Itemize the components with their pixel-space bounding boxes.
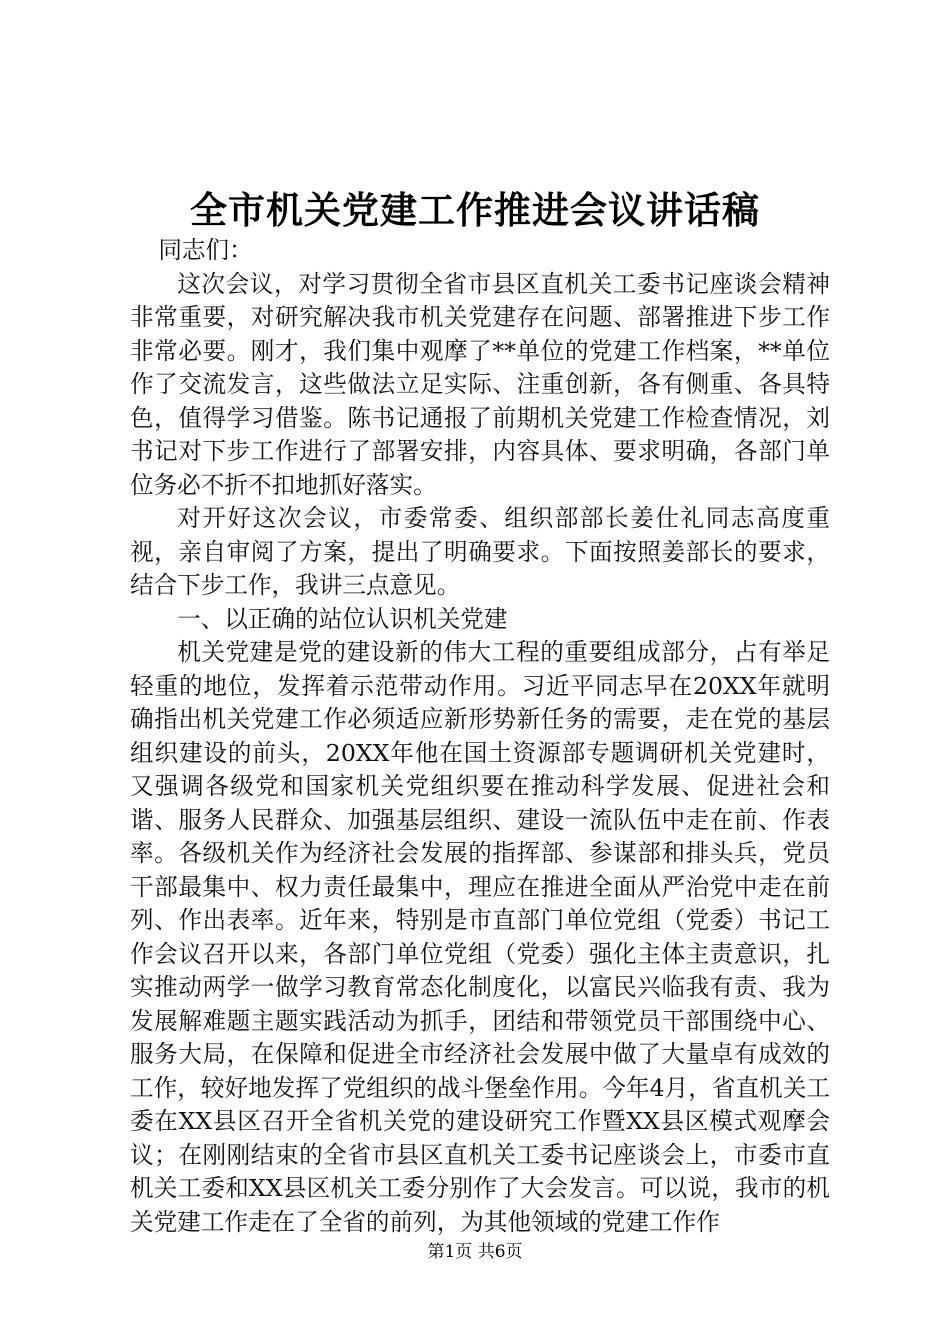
section-heading: 一、以正确的站位认识机关党建	[177, 604, 508, 633]
paragraph-2: 对开好这次会议，市委常委、组织部部长姜仕礼同志高度重视，亲自审阅了方案，提出了明确要求。下面按照姜部长的要求，结合下步工作，我讲三点意见。	[130, 504, 830, 599]
document-body	[130, 234, 830, 1239]
document-title: 全市机关党建工作推进会议讲话稿	[190, 188, 760, 232]
page-footer: 第1页 共6页	[427, 1242, 523, 1262]
greeting: 同志们：	[158, 236, 253, 264]
section-paragraph: 机关党建是党的建设新的伟大工程的重要组成部分，占有举足轻重的地位，发挥着示范带动作用。习近平同志早在20XX年就明确指出机关党建工作必须适应新形势新任务的需要，走在党的基层组织建设的前头，20XX年他在国土资源部专题调研机关党建时，又强调各级党和国家机关党组织要在推动科学发展、促进社会和谐、服务人民群众、加强基层组织、建设一流队伍中走在前、作表率。各级机关作为经济社会发展的指挥部、参谋部和排头兵，党员干部最集中、权力责任最集中，理应在推进全面从严治党中走在前列、作出表率。近年来，特别是市直部门单位党组（党委）书记工作会议召开以来，各部门单位党组（党委）强化主体主责意识，扎实推动两学一做学习教育常态化制度化，以富民兴临我有责、我为发展解难题主题实践活动为抓手，团结和带领党员干部围绕中心、服务大局，在保障和促进全市经济社会发展中做了大量卓有成效的工作，较好地发挥了党组织的战斗堡垒作用。今年4月，省直机关工委在XX县区召开全省机关党的建设研究工作暨XX县区模式观摩会议；在刚刚结束的全省市县区直机关工委书记座谈会上，市委市直机关工委和XX县区机关工委分别作了大会发言。可以说，我市的机关党建工作走在了全省的前列，为其他领域的党建工作作	[130, 638, 830, 1236]
paragraph-1: 这次会议，对学习贯彻全省市县区直机关工委书记座谈会精神非常重要，对研究解决我市机关党建存在问题、部署推进下步工作非常必要。刚才，我们集中观摩了**单位的党建工作档案，**单位作了交流发言，这些做法立足实际、注重创新，各有侧重、各具特色，值得学习借鉴。陈书记通报了前期机关党建工作检查情况，刘书记对下步工作进行了部署安排，内容具体、要求明确，各部门单位务必不折不扣地抓好落实。	[130, 269, 830, 499]
